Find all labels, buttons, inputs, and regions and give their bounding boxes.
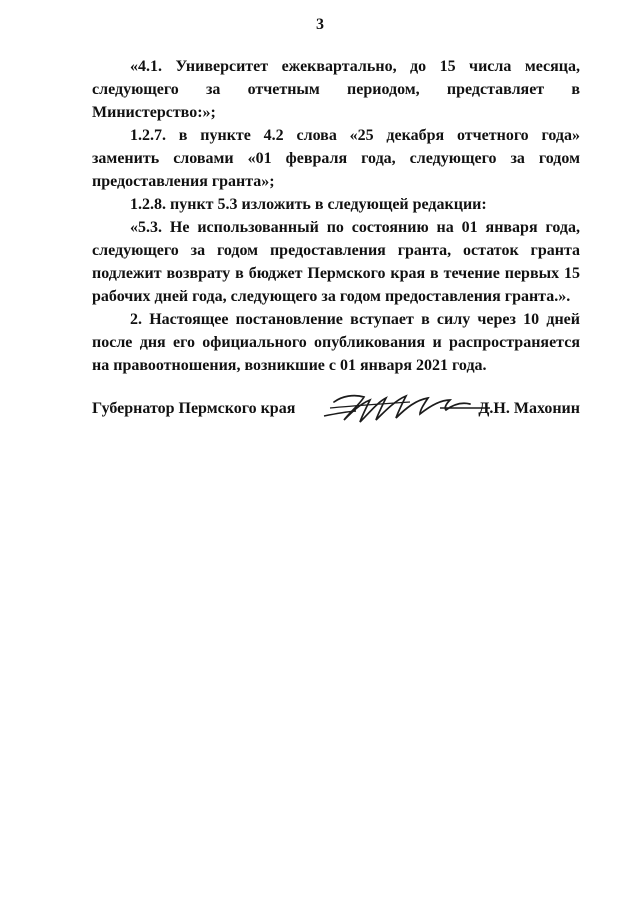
document-body <box>92 55 580 377</box>
signature-block <box>92 400 580 436</box>
paragraph-1-2-7: 1.2.7. в пункте 4.2 слова «25 декабря отчетного года» заменить словами «01 февраля года, следующего за годом предоставления гранта»; <box>92 127 580 190</box>
paragraph-2-effective-date: 2. Настоящее постановление вступает в силу через 10 дней после дня его официального опубликования и распространяется на правоотношения, возникшие с 01 января 2021 года. <box>92 311 580 374</box>
paragraph-4-1-quote: «4.1. Университет ежеквартально, до 15 числа месяца, следующего за отчетным периодом, представляет в Министерство:»; <box>92 58 580 121</box>
page-number: 3 <box>316 16 324 33</box>
handwritten-signature <box>320 390 490 426</box>
paragraph-1-2-8: 1.2.8. пункт 5.3 изложить в следующей редакции: <box>130 196 487 213</box>
signer-title: Губернатор Пермского края <box>92 400 296 417</box>
signer-name: Д.Н. Махонин <box>478 400 580 417</box>
paragraph-5-3-quote: «5.3. Не использованный по состоянию на 01 января года, следующего за годом предоставления гранта, остаток гранта подлежит возврату в бюджет Пермского края в течение первых 15 рабочих дней года, следующего за годом предоставления гранта.». <box>92 219 580 305</box>
